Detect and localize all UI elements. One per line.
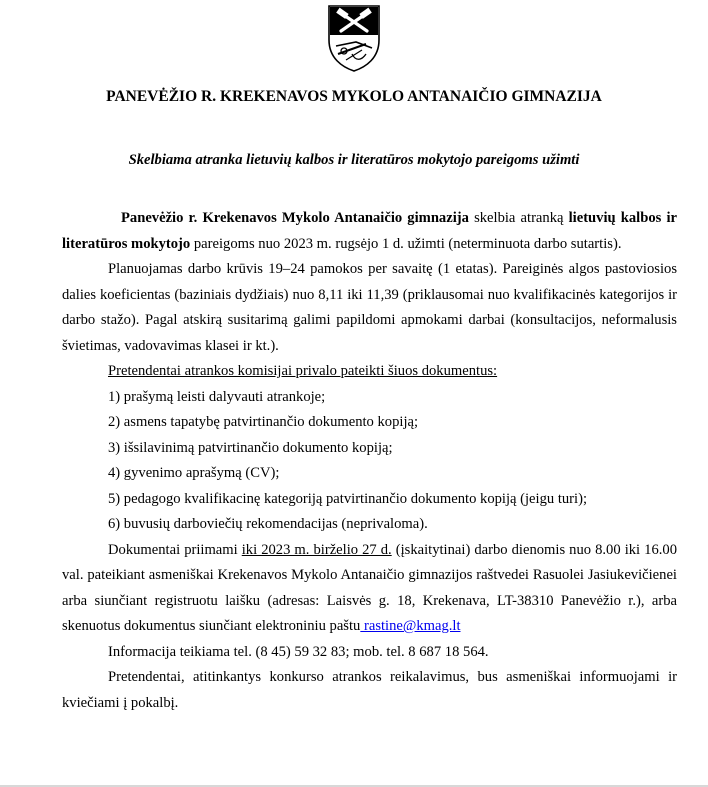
contact-paragraph: Informacija teikiama tel. (8 45) 59 32 83; mob. tel. 8 687 18 564.: [108, 643, 489, 660]
list-item: 5) pedagogo kvalifikacinę kategoriją patvirtinančio dokumento kopiją (jeigu turi);: [108, 490, 588, 507]
position-bold: lietuvių kalbos ir literatūros mokytojo: [62, 210, 677, 252]
documents-heading: [62, 359, 677, 385]
school-name-bold: Panevėžio r. Krekenavos Mykolo Antanaičio gimnazija: [121, 210, 469, 226]
intro-paragraph: [62, 206, 677, 257]
announcement-body: [62, 206, 677, 716]
deadline-date: iki 2023 m. birželio 27 d.: [241, 541, 392, 558]
list-item: 1) prašymą leisti dalyvauti atrankoje;: [108, 388, 326, 405]
list-item: 4) gyvenimo aprašymą (CV);: [108, 465, 280, 481]
intro-text-b: pareigoms nuo 2023 m. rugsėjo 1 d. užimti (neterminuota darbo sutartis).: [190, 235, 622, 252]
intro-text-a: skelbia atranką: [468, 210, 569, 226]
submission-paragraph: [62, 538, 677, 640]
workload-paragraph: Planuojamas darbo krūvis 19–24 pamokos per savaitę (1 etatas). Pareiginės algos pastoviosios dalies koeficientas (baziniais dydžiais) nuo 8,11 iki 11,39 (priklausomai nuo kvalifikacinės kategorijos ir darbo stažo). Pagal atskirą susitarimą galimi papildomi apmokami darbai (konsultacijos, neformalusis švietimas, vadovavimas klasei ir kt.).: [62, 261, 677, 354]
documents-heading-text: Pretendentai atrankos komisijai privalo pateikti šiuos dokumentus:: [108, 363, 498, 379]
list-item: 6) buvusių darboviečių rekomendacijas (neprivaloma).: [108, 516, 428, 532]
coat-of-arms-icon: [326, 4, 382, 72]
announcement-title: Skelbiama atranka lietuvių kalbos ir literatūros mokytojo pareigoms užimti: [128, 152, 580, 168]
email-link[interactable]: rastine@kmag.lt: [360, 618, 461, 634]
closing-paragraph: Pretendentai, atitinkantys konkurso atrankos reikalavimus, bus asmeniškai informuojami ir kviečiami į pokalbį.: [62, 669, 677, 711]
list-item: 2) asmens tapatybę patvirtinančio dokumento kopiją;: [108, 414, 419, 430]
school-name: PANEVĖŽIO R. KREKENAVOS MYKOLO ANTANAIČIO GIMNAZIJA: [106, 88, 602, 105]
submission-text-b: (įskaitytinai) darbo dienomis nuo 8.00 iki 16.00 val. pateikiant asmeniškai Krekenavos Mykolo Antanaičio gimnazijos raštvedei Rasuolei Jasiukevičienei arba siunčiant registruotu laišku (adresas: Laisvės g. 18, Krekenava, LT-38310 Panevėžio r.), arba skenuotus dokumentus siunčiant elektroniniu paštu: [62, 541, 677, 634]
list-item: 3) išsilavinimą patvirtinančio dokumento kopiją;: [108, 439, 393, 456]
submission-text-a: Dokumentai priimami: [108, 541, 242, 558]
